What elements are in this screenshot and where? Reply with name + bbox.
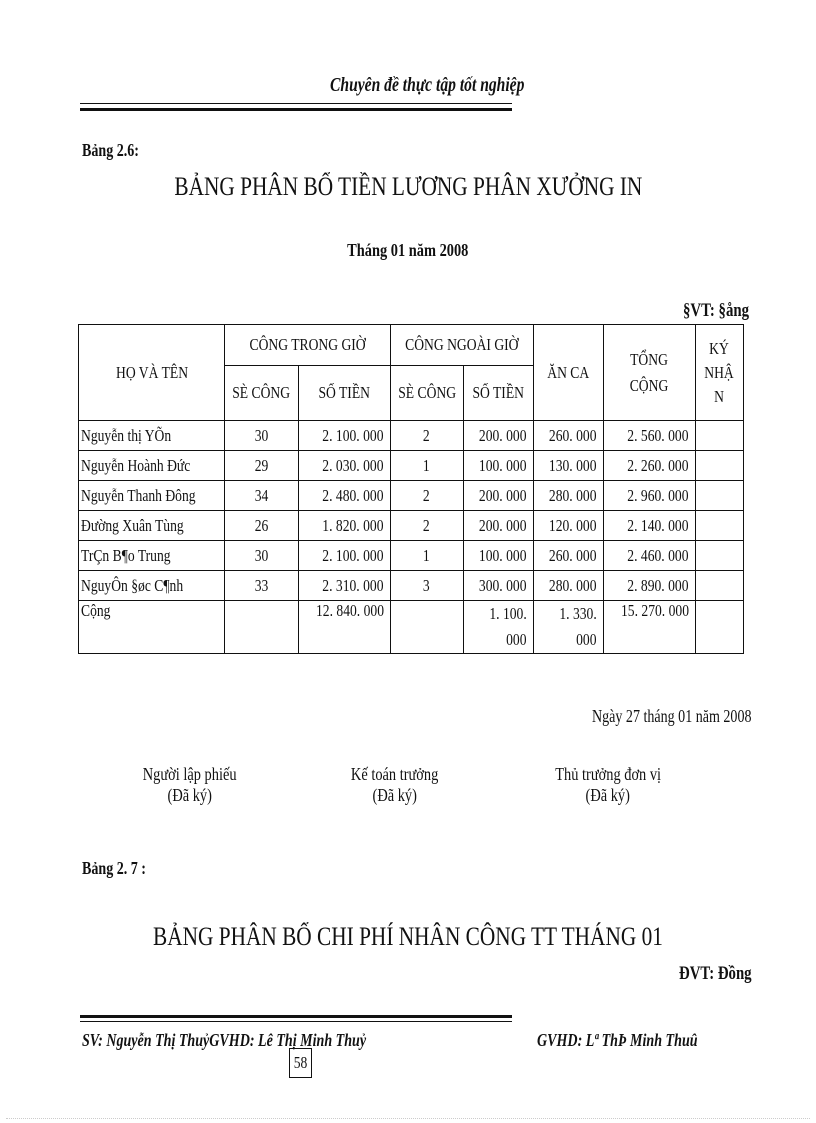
total-pay: 12. 840. 000 bbox=[298, 601, 390, 654]
row-days: 34 bbox=[225, 481, 298, 511]
row-signature bbox=[695, 451, 743, 481]
row-pay: 2. 310. 000 bbox=[298, 571, 390, 601]
table1-title: BẢNG PHÂN BỔ TIỀN LƯƠNG PHÂN XƯỞNG IN bbox=[174, 172, 642, 201]
row-ot-days: 2 bbox=[390, 481, 463, 511]
footer-advisor-info: GVHD: Lª ThÞ Minh Thuû bbox=[537, 1030, 698, 1050]
signature-unit-head: Thủ trưởng đơn vị (Đã ký) bbox=[555, 764, 661, 805]
row-total: 2. 560. 000 bbox=[603, 421, 695, 451]
row-ot-days: 1 bbox=[390, 541, 463, 571]
total-ot-days bbox=[390, 601, 463, 654]
row-name: Nguyễn Thanh Đông bbox=[79, 481, 225, 511]
total-row bbox=[79, 601, 744, 654]
row-meal: 120. 000 bbox=[533, 511, 603, 541]
row-signature bbox=[695, 421, 743, 451]
document-header-title: Chuyên đề thực tập tốt nghiệp bbox=[330, 74, 525, 96]
header-signature: KÝ NHẬ N bbox=[695, 325, 743, 421]
header-ot-amount: SỐ TIỀN bbox=[463, 366, 533, 421]
row-ot-days: 2 bbox=[390, 511, 463, 541]
footer-rule-thin bbox=[80, 1021, 512, 1022]
total-ot-pay: 1. 100. 000 bbox=[463, 601, 533, 654]
header-in-hours: CÔNG TRONG GIỜ bbox=[225, 325, 390, 366]
row-signature bbox=[695, 541, 743, 571]
table-row bbox=[79, 451, 744, 481]
row-pay: 2. 100. 000 bbox=[298, 421, 390, 451]
row-total: 2. 960. 000 bbox=[603, 481, 695, 511]
row-total: 2. 140. 000 bbox=[603, 511, 695, 541]
row-days: 26 bbox=[225, 511, 298, 541]
total-meal: 1. 330. 000 bbox=[533, 601, 603, 654]
row-ot-pay: 200. 000 bbox=[463, 481, 533, 511]
table-row bbox=[79, 541, 744, 571]
row-meal: 260. 000 bbox=[533, 541, 603, 571]
header-meal: ĂN CA bbox=[533, 325, 603, 421]
header-rule-thick bbox=[80, 108, 512, 111]
page-number: 58 bbox=[289, 1048, 312, 1078]
row-name: NguyÔn §øc C¶nh bbox=[79, 571, 225, 601]
row-days: 29 bbox=[225, 451, 298, 481]
row-ot-days: 1 bbox=[390, 451, 463, 481]
header-amount: SỐ TIỀN bbox=[298, 366, 390, 421]
row-name: TrÇn B¶o Trung bbox=[79, 541, 225, 571]
header-rule-thin bbox=[80, 103, 512, 104]
row-meal: 260. 000 bbox=[533, 421, 603, 451]
row-days: 30 bbox=[225, 421, 298, 451]
row-days: 30 bbox=[225, 541, 298, 571]
header-ot-work-days: SÈ CÔNG bbox=[390, 366, 463, 421]
row-total: 2. 460. 000 bbox=[603, 541, 695, 571]
row-ot-pay: 100. 000 bbox=[463, 451, 533, 481]
row-meal: 280. 000 bbox=[533, 481, 603, 511]
table-row bbox=[79, 421, 744, 451]
header-overtime: CÔNG NGOÀI GIỜ bbox=[390, 325, 533, 366]
row-name: Đường Xuân Tùng bbox=[79, 511, 225, 541]
header-name: HỌ VÀ TÊN bbox=[79, 325, 225, 421]
row-pay: 1. 820. 000 bbox=[298, 511, 390, 541]
row-ot-days: 2 bbox=[390, 421, 463, 451]
row-pay: 2. 100. 000 bbox=[298, 541, 390, 571]
row-ot-pay: 300. 000 bbox=[463, 571, 533, 601]
table2-title: BẢNG PHÂN BỔ CHI PHÍ NHÂN CÔNG TT THÁNG 01 bbox=[153, 922, 663, 951]
table-row bbox=[79, 511, 744, 541]
row-ot-days: 3 bbox=[390, 571, 463, 601]
row-name: Nguyễn Hoành Đức bbox=[79, 451, 225, 481]
table1-unit-label: §VT: §ång bbox=[683, 300, 750, 321]
table1-label: Bảng 2.6: bbox=[82, 140, 139, 160]
total-total: 15. 270. 000 bbox=[603, 601, 695, 654]
table1-subtitle: Tháng 01 năm 2008 bbox=[347, 240, 469, 260]
table-row bbox=[79, 481, 744, 511]
row-ot-pay: 100. 000 bbox=[463, 541, 533, 571]
page-bottom-border bbox=[6, 1118, 810, 1119]
row-meal: 280. 000 bbox=[533, 571, 603, 601]
table2-unit-label: ĐVT: Đồng bbox=[679, 963, 752, 984]
total-signature bbox=[695, 601, 743, 654]
row-total: 2. 890. 000 bbox=[603, 571, 695, 601]
row-days: 33 bbox=[225, 571, 298, 601]
footer-student-info: SV: Nguyễn Thị ThuỷGVHD: Lê Thị Minh Thuỷ bbox=[82, 1030, 367, 1050]
row-signature bbox=[695, 511, 743, 541]
signature-preparer: Người lập phiếu (Đã ký) bbox=[143, 764, 237, 805]
row-ot-pay: 200. 000 bbox=[463, 511, 533, 541]
row-signature bbox=[695, 571, 743, 601]
header-work-days: SÈ CÔNG bbox=[225, 366, 298, 421]
signature-chief-accountant: Kế toán trưởng (Đã ký) bbox=[351, 764, 439, 805]
row-meal: 130. 000 bbox=[533, 451, 603, 481]
row-signature bbox=[695, 481, 743, 511]
date-line: Ngày 27 tháng 01 năm 2008 bbox=[592, 706, 752, 726]
total-label: Cộng bbox=[79, 601, 225, 654]
row-name: Nguyễn thị YÕn bbox=[79, 421, 225, 451]
total-days bbox=[225, 601, 298, 654]
row-pay: 2. 030. 000 bbox=[298, 451, 390, 481]
table2-label: Bảng 2. 7 : bbox=[82, 858, 146, 878]
footer-rule-thick bbox=[80, 1015, 512, 1018]
header-total: TỔNG CỘNG bbox=[603, 325, 695, 421]
row-pay: 2. 480. 000 bbox=[298, 481, 390, 511]
table-row bbox=[79, 571, 744, 601]
row-total: 2. 260. 000 bbox=[603, 451, 695, 481]
row-ot-pay: 200. 000 bbox=[463, 421, 533, 451]
salary-allocation-table bbox=[78, 324, 744, 654]
